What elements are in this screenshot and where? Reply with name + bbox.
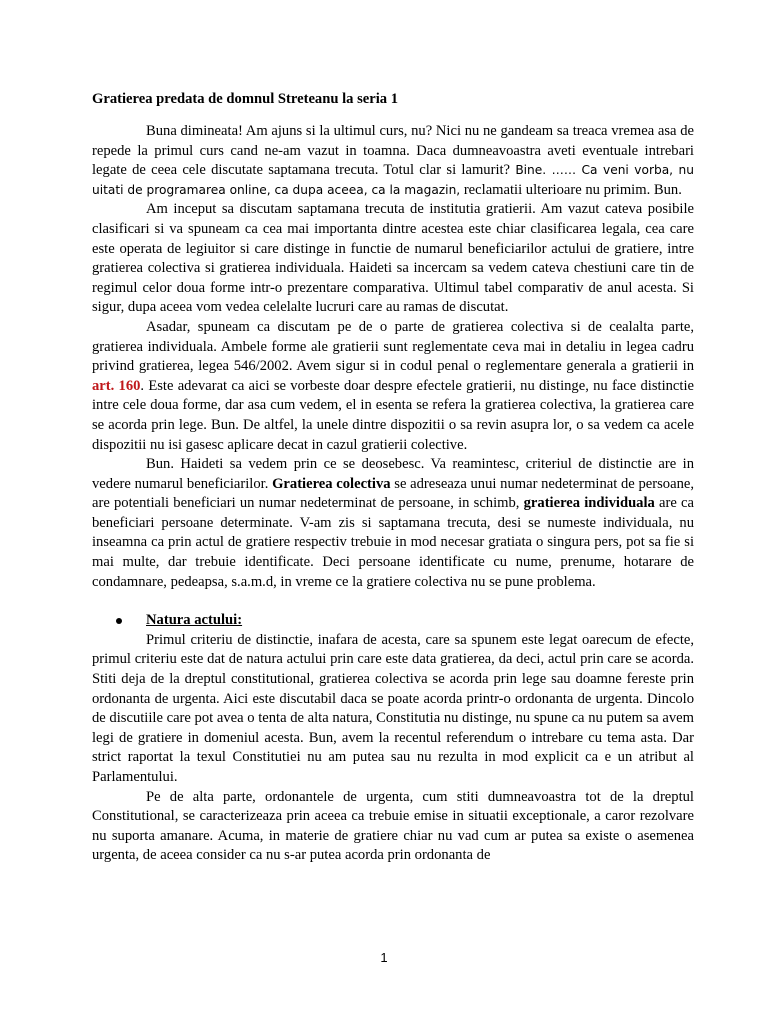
term-individual-pardon: gratierea individuala [523,495,655,512]
paragraph-distinction [92,455,694,592]
paragraph-legal-framework-end: . Este adevarat ca aici se vorbeste doar despre efectele gratierii, nu distinge, nu face distinctie intre cele doua forme, dar asa cum vedem, el in esenta se refera la gratierea colectiva, la gratierea care se acorda prin lege. Bun. De altfel, la unele dintre dispozitii o sa revin asupra lor, o sa vedem ca acele dispozitii nu isi gasesc aplicare decat in cazul gratierii colective. [92,377,694,453]
bullet-icon [92,611,146,631]
paragraph-greeting [92,122,694,200]
paragraph-greeting-end: reclamatii ulterioare nu primim. Bun. [460,181,682,198]
paragraph-greeting-text: Buna dimineata! Am ajuns si la ultimul curs, nu? Nici nu ne gandeam sa treaca vremea asa de repede la primul curs cand ne-am vazut in toamna. Daca dumneavoastra aveti eventuale intrebari legate de ceea cele discutate saptamana trecuta. Totul clar si lamurit? [92,123,694,179]
paragraph-legal-framework [92,318,694,455]
term-collective-pardon: Gratierea colectiva [272,475,391,492]
section-heading [92,611,694,631]
paragraph-emergency-ordinances: Pe de alta parte, ordonantele de urgenta, cum stiti dumneavoastra tot de la dreptul Constitutional, se caracterizeaza prin aceea ca trebuie emise in situatii exceptionale, a caror rezolvare nu suporta amanare. Acuma, in materie de gratiere chiar nu vad cum ar putea sa existe o asemenea urgenta, de aceea consider ca nu s-ar putea acorda prin ordonanta de [92,788,694,864]
paragraph-legal-framework-text: Asadar, spuneam ca discutam pe de o parte de gratierea colectiva si de cealalta parte, gratierea individuala. Ambele forme ale gratierii sunt reglementate ceva mai in detaliu in legea cadru privind gratierea, legea 546/2002. Avem sigur si in codul penal o reglementare generala a gratierii in [92,318,694,375]
document-title: Gratierea predata de domnul Streteanu la seria 1 [92,91,399,107]
page-number: 1 [380,950,388,965]
paragraph-classification: Am inceput sa discutam saptamana trecuta de institutia gratierii. Am vazut cateva posibile clasificari si va spuneam ca cea mai importanta dintre acestea este chiar clasificarea legala, cea care este operata de legiuitor si care distinge in functie de numarul beneficiarilor actului de gratiere, intre gratierea colectiva si gratierea individuala. Haideti sa incercam sa vedem cateva chestiuni care tin de regimul celor doua forme intr-o prezentare comparativa. Ultimul tabel comparativ de anul acesta. Si sigur, dupa aceea vom vedea celelalte lucruri care au ramas de discutat. [92,201,694,316]
paragraph-act-nature: Primul criteriu de distinctie, inafara de acesta, care sa spunem este legat oarecum de efecte, primul criteriu este dat de natura actului prin care este data gratierea, da deci, actul prin care se acorda. Stiti deja de la dreptul constitutional, gratierea colectiva se acorda prin lege sau doamne fereste prin ordonanta de urgenta. Aici este discutabil daca se poate acorda printr-o ordonanta de urgenta. Dincolo de discutiile care pot avea o tenta de alta natura, Constitutia nu distinge, nu spune ca nu putem sa avem legi de gratiere in domeniul acesta. Bun, avem la recentul referendum o intrebare cu tema asta. Dar strict raportat la texul Constitutiei nu am putea sau nu rezulta in mod explicit ca e un atribut al Parlamentului. [92,631,694,785]
paragraph-greeting-sans-text: Bine. …… Ca veni vorba, nu uitati de programarea online, ca dupa aceea, ca la magazin, [92,163,694,197]
bullet-dot [116,618,122,624]
paragraph-distinction-text: Bun. Haideti sa vedem prin ce se deosebesc. Va reamintesc, criteriul de distinctie are in vedere numarul beneficiarilor. [92,456,694,492]
article-reference: art. 160 [92,377,141,394]
section-heading-text: Natura actului: [146,612,243,629]
paragraph-distinction-end: are ca beneficiari persoane determinate. V-am zis si saptamana trecuta, desi se numeste individuala, nu inseamna ca prin actul de gratiere respectiv trebuie in mod necesar gratiata o singura pers, pot sa fie si mai multe, dar trebuie identificate. Deci persoane identificate cu nume, prenume, hotarare de condamnare, pedeapsa, s.a.m.d, in vreme ce la gratiere colectiva nu se pune problema. [92,495,694,590]
paragraph-distinction-middle: se adreseaza unui numar nedeterminat de persoane, are potentiali beneficiari un numar nedeterminat de persoane, in schimb, [92,475,694,512]
